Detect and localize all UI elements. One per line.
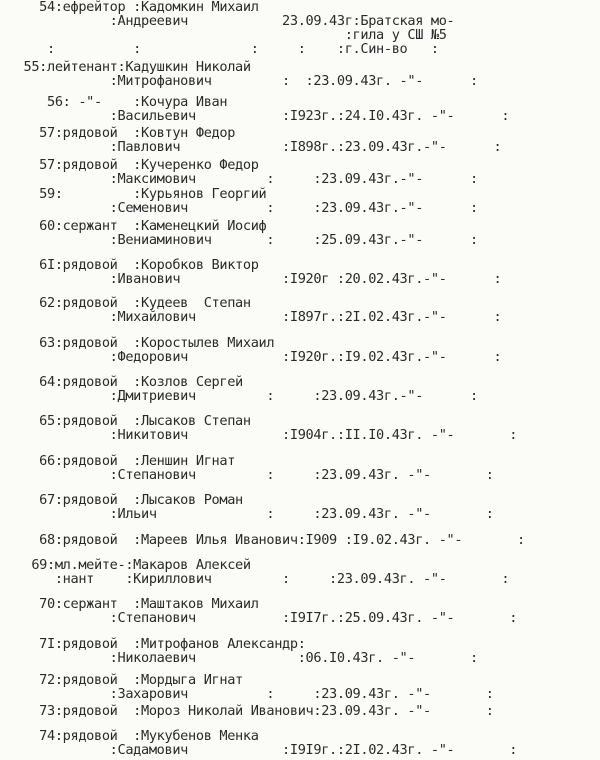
row-68-line-1: 68:рядовой :Мареев Илья Иванович:I909 :I9.02.43г. -"- : [0,532,525,548]
row-71-line-1: 7I:рядовой :Митрофанов Александр: [0,636,306,652]
row-56-line-2: :Васильевич :I923г.:24.I0.43г. -"- : [0,108,510,124]
row-59-line-1: 59: :Курьянов Георгий [0,186,267,202]
row-71-line-2: :Николаевич :06.I0.43г. -"- : [0,650,478,666]
row-63-line-2: :Федорович :I920г.:I9.02.43г.-"- : [0,349,502,365]
row-72-line-1: 72:рядовой :Мордыга Игнат [0,672,243,688]
row-63-line-1: 63:рядовой :Коростылев Михаил [0,335,275,351]
row-55-line-1: 55:лейтенант:Кадушкин Николай [0,59,251,75]
row-57a-line-1: 57:рядовой :Ковтун Федор [0,125,236,141]
row-54-line-4: : : : : :г.Син-во : [0,41,439,57]
row-62-line-2: :Михайлович :I897г.:2I.02.43г.-"- : [0,309,502,325]
row-69-line-1: 69:мл.мейте-:Макаров Алексей [0,557,251,573]
row-74-line-2: :Садамович :I9I9г.:2I.02.43г. -"- : [0,742,518,758]
row-67-line-2: :Ильич : :23.09.43г. -"- : [0,506,494,522]
row-67-line-1: 67:рядовой :Лысаков Роман [0,492,243,508]
row-73-line-1: 73:рядовой :Мороз Николай Иванович:23.09.43г. -"- : [0,703,494,719]
row-62-line-1: 62:рядовой :Кудеев Степан [0,295,251,311]
row-74-line-1: 74:рядовой :Мукубенов Менка [0,728,259,744]
row-54-line-3: :гила у СШ №5 [0,27,447,43]
row-64-line-2: :Дмитриевич : :23.09.43г.-"- : [0,388,478,404]
row-72-line-2: :Захарович : :23.09.43г. -"- : [0,686,494,702]
row-69-line-2: :нант :Кириллович : :23.09.43г. -"- : [0,571,510,587]
row-59-line-2: :Семенович : :23.09.43г.-"- : [0,200,478,216]
row-56-line-1: 56: -"- :Кочура Иван [0,94,228,110]
row-57a-line-2: :Павлович :I898г.:23.09.43г.-"- : [0,139,502,155]
row-66-line-1: 66:рядовой :Леншин Игнат [0,453,236,469]
row-65-line-2: :Никитович :I904г.:II.I0.43г. -"- : [0,427,518,443]
row-65-line-1: 65:рядовой :Лысаков Степан [0,413,251,429]
row-54-line-1: 54:ефрейтор :Кадомкин Михаил [0,0,259,15]
row-57b-line-1: 57:рядовой :Кучеренко Федор [0,157,259,173]
row-66-line-2: :Степанович : :23.09.43г. -"- : [0,467,494,483]
row-57b-line-2: :Максимович : :23.09.43г.-"- : [0,171,478,187]
row-54-line-2: :Андреевич 23.09.43г:Братская мо- [0,13,455,29]
row-60-line-1: 60:сержант :Каменецкий Иосиф [0,218,267,234]
row-70-line-2: :Степанович :I9I7г.:25.09.43г. -"- : [0,610,518,626]
row-70-line-1: 70:сержант :Маштаков Михаил [0,596,259,612]
row-61-line-1: 6I:рядовой :Коробков Виктор [0,257,259,273]
row-55-line-2: :Митрофанович : :23.09.43г. -"- : [0,73,478,89]
row-61-line-2: :Иванович :I920г :20.02.43г.-"- : [0,271,502,287]
row-64-line-1: 64:рядовой :Козлов Сергей [0,374,243,390]
row-60-line-2: :Вениаминович : :25.09.43г.-"- : [0,232,478,248]
